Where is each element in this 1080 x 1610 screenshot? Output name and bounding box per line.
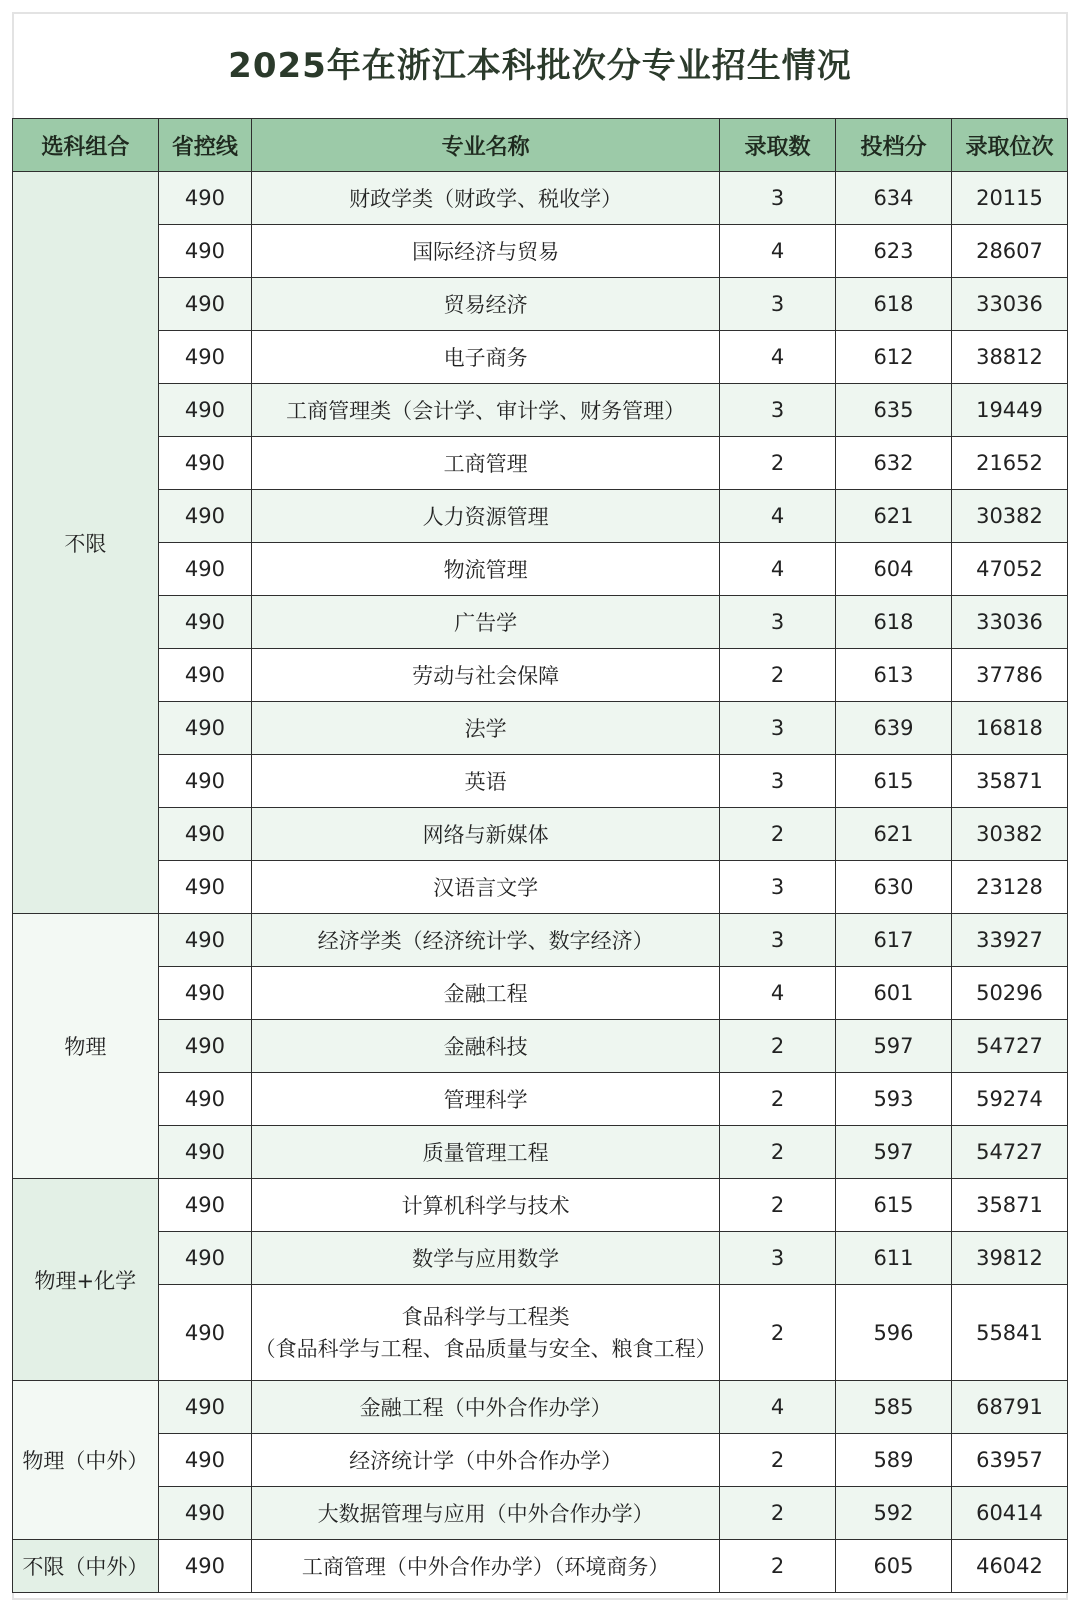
- admit-score-cell: 589: [836, 1434, 952, 1487]
- admit-count-cell: 3: [720, 1232, 836, 1285]
- control-line-cell: 490: [158, 1487, 251, 1540]
- page-title: 2025年在浙江本科批次分专业招生情况: [228, 46, 852, 86]
- admit-score-cell: 618: [836, 596, 952, 649]
- admit-score-cell: 604: [836, 543, 952, 596]
- table-row: [13, 1434, 1068, 1487]
- admit-count-cell: 3: [720, 914, 836, 967]
- admit-count-cell: 2: [720, 808, 836, 861]
- subject-group-cell: 物理+化学: [13, 1179, 159, 1381]
- subject-group-cell: 不限（中外）: [13, 1540, 159, 1593]
- admit-count-cell: 4: [720, 225, 836, 278]
- header-count: 录取数: [720, 119, 836, 172]
- admit-rank-cell: 20115: [951, 172, 1067, 225]
- control-line-cell: 490: [158, 490, 251, 543]
- admit-score-cell: 623: [836, 225, 952, 278]
- control-line-cell: 490: [158, 649, 251, 702]
- admit-score-cell: 585: [836, 1381, 952, 1434]
- major-cell: 劳动与社会保障: [252, 649, 720, 702]
- admit-rank-cell: 60414: [951, 1487, 1067, 1540]
- admit-count-cell: 3: [720, 172, 836, 225]
- admit-score-cell: 630: [836, 861, 952, 914]
- admit-rank-cell: 19449: [951, 384, 1067, 437]
- major-cell: 经济统计学（中外合作办学）: [252, 1434, 720, 1487]
- admit-rank-cell: 35871: [951, 1179, 1067, 1232]
- admit-count-cell: 2: [720, 1487, 836, 1540]
- admit-count-cell: 2: [720, 1126, 836, 1179]
- control-line-cell: 490: [158, 1381, 251, 1434]
- admit-count-cell: 2: [720, 1540, 836, 1593]
- control-line-cell: 490: [158, 1126, 251, 1179]
- admit-score-cell: 597: [836, 1020, 952, 1073]
- table-row: [13, 808, 1068, 861]
- admit-rank-cell: 54727: [951, 1126, 1067, 1179]
- admit-count-cell: 2: [720, 1434, 836, 1487]
- header-row: [13, 119, 1068, 172]
- subject-group-cell: 物理（中外）: [13, 1381, 159, 1540]
- major-cell: 人力资源管理: [252, 490, 720, 543]
- admit-rank-cell: 54727: [951, 1020, 1067, 1073]
- major-cell: 财政学类（财政学、税收学）: [252, 172, 720, 225]
- major-name-line: 食品科学与工程类: [401, 1304, 570, 1329]
- admit-score-cell: 613: [836, 649, 952, 702]
- table-row: [13, 1073, 1068, 1126]
- table-row: [13, 914, 1068, 967]
- major-cell: 计算机科学与技术: [252, 1179, 720, 1232]
- admit-count-cell: 2: [720, 1073, 836, 1126]
- admit-rank-cell: 63957: [951, 1434, 1067, 1487]
- admit-score-cell: 596: [836, 1285, 952, 1381]
- header-rank: 录取位次: [951, 119, 1067, 172]
- admit-rank-cell: 37786: [951, 649, 1067, 702]
- admit-score-cell: 617: [836, 914, 952, 967]
- table-row: [13, 225, 1068, 278]
- admit-rank-cell: 30382: [951, 490, 1067, 543]
- control-line-cell: 490: [158, 331, 251, 384]
- control-line-cell: 490: [158, 702, 251, 755]
- admit-count-cell: 4: [720, 543, 836, 596]
- admit-rank-cell: 33036: [951, 278, 1067, 331]
- major-cell: [252, 1285, 720, 1381]
- table-row: [13, 1126, 1068, 1179]
- admit-score-cell: 605: [836, 1540, 952, 1593]
- control-line-cell: 490: [158, 1434, 251, 1487]
- admit-count-cell: 3: [720, 596, 836, 649]
- control-line-cell: 490: [158, 437, 251, 490]
- admit-count-cell: 4: [720, 967, 836, 1020]
- admit-score-cell: 593: [836, 1073, 952, 1126]
- admit-count-cell: 3: [720, 702, 836, 755]
- table-row: [13, 437, 1068, 490]
- major-cell: 工商管理: [252, 437, 720, 490]
- control-line-cell: 490: [158, 967, 251, 1020]
- admit-count-cell: 3: [720, 384, 836, 437]
- admit-count-cell: 2: [720, 1020, 836, 1073]
- table-row: [13, 1232, 1068, 1285]
- control-line-cell: 490: [158, 861, 251, 914]
- table-row: [13, 861, 1068, 914]
- admit-rank-cell: 68791: [951, 1381, 1067, 1434]
- admit-score-cell: 611: [836, 1232, 952, 1285]
- admit-score-cell: 615: [836, 1179, 952, 1232]
- admission-table: [12, 118, 1068, 1593]
- admit-rank-cell: 38812: [951, 331, 1067, 384]
- admit-count-cell: 3: [720, 861, 836, 914]
- major-subname-line: （食品科学与工程、食品质量与安全、粮食工程）: [254, 1336, 717, 1361]
- admit-rank-cell: 46042: [951, 1540, 1067, 1593]
- control-line-cell: 490: [158, 1073, 251, 1126]
- admit-score-cell: 618: [836, 278, 952, 331]
- table-row: [13, 755, 1068, 808]
- admit-count-cell: 3: [720, 755, 836, 808]
- control-line-cell: 490: [158, 1540, 251, 1593]
- admit-rank-cell: 28607: [951, 225, 1067, 278]
- admit-score-cell: 634: [836, 172, 952, 225]
- admit-score-cell: 615: [836, 755, 952, 808]
- admit-score-cell: 635: [836, 384, 952, 437]
- major-cell: 工商管理（中外合作办学）（环境商务）: [252, 1540, 720, 1593]
- table-row: [13, 278, 1068, 331]
- admit-count-cell: 2: [720, 1179, 836, 1232]
- admit-rank-cell: 30382: [951, 808, 1067, 861]
- admit-rank-cell: 50296: [951, 967, 1067, 1020]
- table-row: [13, 1179, 1068, 1232]
- major-cell: 法学: [252, 702, 720, 755]
- table-row: [13, 1540, 1068, 1593]
- admit-score-cell: 639: [836, 702, 952, 755]
- admit-rank-cell: 23128: [951, 861, 1067, 914]
- table-row: [13, 649, 1068, 702]
- table-body: [13, 172, 1068, 1593]
- admit-score-cell: 597: [836, 1126, 952, 1179]
- major-cell: 电子商务: [252, 331, 720, 384]
- admit-count-cell: 2: [720, 1285, 836, 1381]
- admit-count-cell: 4: [720, 490, 836, 543]
- table-row: [13, 1381, 1068, 1434]
- admit-rank-cell: 55841: [951, 1285, 1067, 1381]
- header-control-line: 省控线: [158, 119, 251, 172]
- table-row: [13, 384, 1068, 437]
- admit-rank-cell: 35871: [951, 755, 1067, 808]
- major-cell: 广告学: [252, 596, 720, 649]
- control-line-cell: 490: [158, 278, 251, 331]
- admit-count-cell: 2: [720, 437, 836, 490]
- header-major: 专业名称: [252, 119, 720, 172]
- admit-rank-cell: 47052: [951, 543, 1067, 596]
- major-cell: 管理科学: [252, 1073, 720, 1126]
- major-cell: 贸易经济: [252, 278, 720, 331]
- admit-count-cell: 4: [720, 331, 836, 384]
- table-row: [13, 967, 1068, 1020]
- subject-group-cell: 不限: [13, 172, 159, 914]
- admit-rank-cell: 59274: [951, 1073, 1067, 1126]
- admit-score-cell: 592: [836, 1487, 952, 1540]
- table-row: [13, 331, 1068, 384]
- control-line-cell: 490: [158, 1232, 251, 1285]
- major-cell: 英语: [252, 755, 720, 808]
- table-row: [13, 596, 1068, 649]
- admit-score-cell: 632: [836, 437, 952, 490]
- major-cell: 大数据管理与应用（中外合作办学）: [252, 1487, 720, 1540]
- major-cell: 质量管理工程: [252, 1126, 720, 1179]
- control-line-cell: 490: [158, 543, 251, 596]
- major-cell: 数学与应用数学: [252, 1232, 720, 1285]
- subject-group-cell: 物理: [13, 914, 159, 1179]
- control-line-cell: 490: [158, 808, 251, 861]
- major-cell: 金融科技: [252, 1020, 720, 1073]
- major-cell: 网络与新媒体: [252, 808, 720, 861]
- major-cell: 金融工程（中外合作办学）: [252, 1381, 720, 1434]
- admit-rank-cell: 33927: [951, 914, 1067, 967]
- admit-score-cell: 612: [836, 331, 952, 384]
- control-line-cell: 490: [158, 914, 251, 967]
- table-row: [13, 172, 1068, 225]
- header-subject: 选科组合: [13, 119, 159, 172]
- major-cell: 金融工程: [252, 967, 720, 1020]
- admit-rank-cell: 33036: [951, 596, 1067, 649]
- table-row: [13, 1487, 1068, 1540]
- control-line-cell: 490: [158, 1285, 251, 1381]
- major-cell: 经济学类（经济统计学、数字经济）: [252, 914, 720, 967]
- admit-rank-cell: 21652: [951, 437, 1067, 490]
- table-row: [13, 702, 1068, 755]
- table-row: [13, 490, 1068, 543]
- admit-score-cell: 621: [836, 490, 952, 543]
- major-cell: 汉语言文学: [252, 861, 720, 914]
- admit-count-cell: 2: [720, 649, 836, 702]
- admit-score-cell: 621: [836, 808, 952, 861]
- control-line-cell: 490: [158, 596, 251, 649]
- control-line-cell: 490: [158, 755, 251, 808]
- document-frame: [12, 12, 1068, 1600]
- table-row: [13, 1020, 1068, 1073]
- admit-count-cell: 3: [720, 278, 836, 331]
- major-cell: 国际经济与贸易: [252, 225, 720, 278]
- control-line-cell: 490: [158, 1179, 251, 1232]
- major-cell: 工商管理类（会计学、审计学、财务管理）: [252, 384, 720, 437]
- admit-score-cell: 601: [836, 967, 952, 1020]
- control-line-cell: 490: [158, 384, 251, 437]
- table-row: [13, 543, 1068, 596]
- admit-count-cell: 4: [720, 1381, 836, 1434]
- control-line-cell: 490: [158, 1020, 251, 1073]
- table-row: [13, 1285, 1068, 1381]
- admit-rank-cell: 16818: [951, 702, 1067, 755]
- major-cell: 物流管理: [252, 543, 720, 596]
- header-score: 投档分: [836, 119, 952, 172]
- control-line-cell: 490: [158, 225, 251, 278]
- control-line-cell: 490: [158, 172, 251, 225]
- admit-rank-cell: 39812: [951, 1232, 1067, 1285]
